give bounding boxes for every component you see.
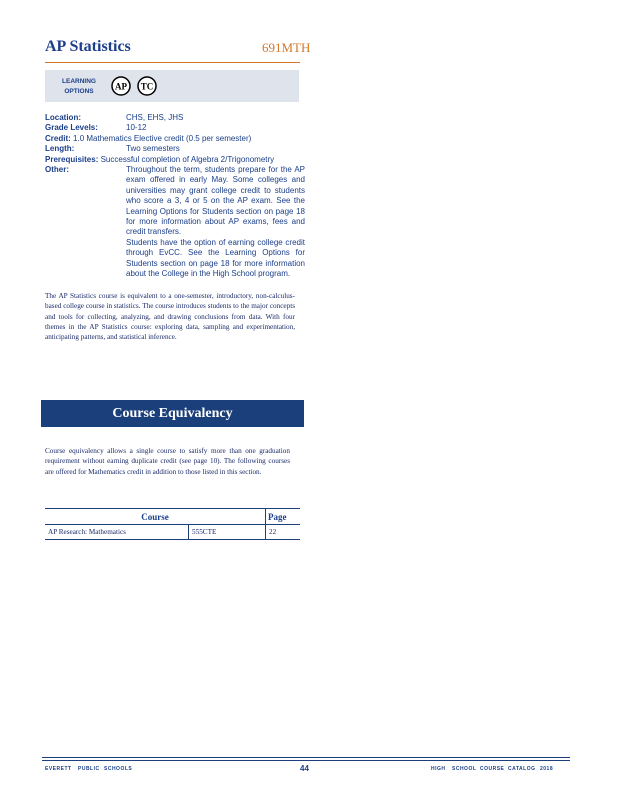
footer-left-word: SCHOOLS [104,766,133,772]
credit-label: Credit: [45,133,71,143]
other-value-2: Students have the option of earning college credit through EvCC. See the Learning Options for Students section on page 18 for more information about the College in the High School program. [126,237,305,279]
length-label: Length: [45,144,75,154]
footer-right-word: 2018 [540,766,554,772]
learning-options-label: LEARNING OPTIONS [62,78,96,95]
footer-divider [42,760,570,761]
footer-divider [42,757,570,758]
title-divider [45,62,300,63]
footer-right-word: SCHOOL [452,766,477,772]
other-value-1: Throughout the term, students prepare for the AP exam offered in early May. Some colleges and universities may grant college credit to students who score a 3, 4 or 5 on the AP exam. See the Learning Options for Students section on page 18 for more information about AP exams, fees and credit transfers. [126,165,305,237]
tc-icon [137,76,157,96]
location-value: CHS, EHS, JHS [126,113,184,122]
length-value: Two semesters [126,144,180,154]
grade-value: 10-12 [126,123,147,133]
course-column-header: Course [141,511,169,522]
course-description: The AP Statistics course is equivalent to a one-semester, introductory, non-calculus-based college course in statistics. The course introduces students to the major concepts and tools for collecting, analyzing, and drawing conclusions from data. With four themes in the AP Statistics course: exploring data, sampling and experimentation, anticipating patterns, and statistical inference. [45,292,295,342]
course-code: 691MTH [262,40,311,55]
row-course-code: 555CTE [189,525,266,540]
grade-label: Grade Levels: [45,123,98,133]
footer-left-word: EVERETT [45,766,72,772]
footer-right-word: CATALOG [508,766,536,772]
page-number: 44 [300,764,309,773]
equivalency-description: Course equivalency allows a single course to satisfy more than one graduation requirement without earning duplicate credit (see page 10). The following courses are offered for Mathematics credit in addition to those listed in this section. [45,447,290,476]
equivalency-table [45,508,300,540]
row-course-name: AP Research: Mathematics [45,525,189,540]
learning-options-panel [45,70,299,102]
footer-right-word: HIGH [431,766,446,772]
footer-right-word: COURSE [480,766,505,772]
prereq-label: Prerequisites: [45,154,99,164]
other-label: Other: [45,165,69,175]
ap-icon [111,76,131,96]
table-row [45,525,300,540]
svg-text:AP: AP [115,81,127,92]
location-label: Location: [45,113,81,122]
page-column-header: Page [266,509,301,525]
footer-left-word: PUBLIC [78,766,100,772]
credit-value: 1.0 Mathematics Elective credit (0.5 per semester) [73,133,252,143]
page-title: AP Statistics [45,38,131,55]
prereq-value: Successful completion of Algebra 2/Trigonometry [100,154,275,164]
svg-text:TC: TC [140,81,154,92]
row-page: 22 [266,525,301,540]
equivalency-heading: Course Equivalency [41,400,304,427]
course-info [45,113,305,280]
